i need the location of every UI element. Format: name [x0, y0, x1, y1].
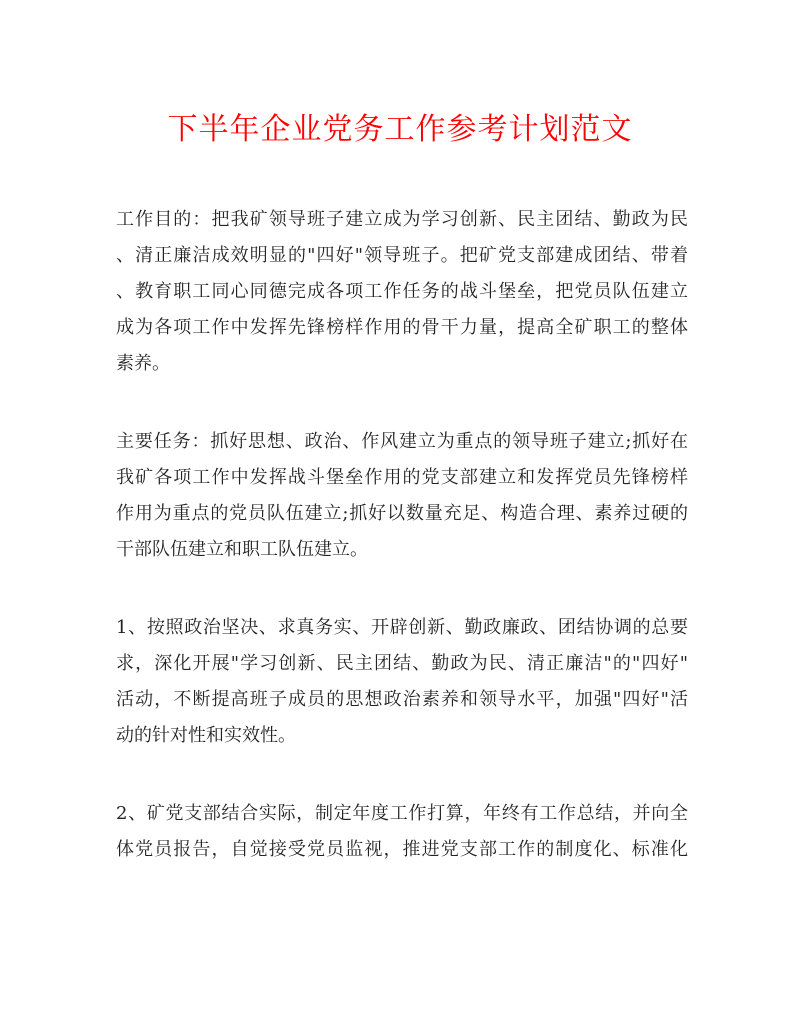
- paragraph-line: 体党员报告，自觉接受党员监视，推进党支部工作的制度化、标准化: [116, 839, 688, 860]
- paragraph-purpose: [116, 202, 688, 382]
- document-body: [116, 202, 688, 910]
- paragraph-line: 动的针对性和实效性。: [116, 725, 296, 746]
- paragraph-line: 工作目的：把我矿领导班子建立成为学习创新、民主团结、勤政为民: [116, 209, 688, 230]
- paragraph-item-2: [116, 796, 688, 868]
- paragraph-line: 主要任务：抓好思想、政治、作风建立为重点的领导班子建立;抓好在: [116, 431, 688, 452]
- paragraph-line: 成为各项工作中发挥先锋榜样作用的骨干力量，提高全矿职工的整体: [116, 317, 688, 338]
- document-title: 下半年企业党务工作参考计划范文: [167, 112, 633, 147]
- paragraph-line: 求，深化开展"学习创新、民主团结、勤政为民、清正廉洁"的"四好": [116, 653, 688, 674]
- paragraph-line: 素养。: [116, 353, 170, 374]
- paragraph-line: 2、矿党支部结合实际，制定年度工作打算，年终有工作总结，并向全: [116, 803, 688, 824]
- paragraph-item-1: [116, 610, 688, 754]
- paragraph-line: 作用为重点的党员队伍建立;抓好以数量充足、构造合理、素养过硬的: [116, 503, 688, 524]
- paragraph-line: 干部队伍建立和职工队伍建立。: [116, 539, 368, 560]
- paragraph-line: 我矿各项工作中发挥战斗堡垒作用的党支部建立和发挥党员先锋榜样: [116, 467, 688, 488]
- paragraph-line: 1、按照政治坚决、求真务实、开辟创新、勤政廉政、团结协调的总要: [116, 617, 688, 638]
- paragraph-line: 、教育职工同心同德完成各项工作任务的战斗堡垒，把党员队伍建立: [116, 281, 688, 302]
- paragraph-line: 、清正廉洁成效明显的"四好"领导班子。把矿党支部建成团结、带着: [116, 245, 688, 266]
- paragraph-line: 活动，不断提高班子成员的思想政治素养和领导水平，加强"四好"活: [116, 689, 688, 710]
- paragraph-main-tasks: [116, 424, 688, 568]
